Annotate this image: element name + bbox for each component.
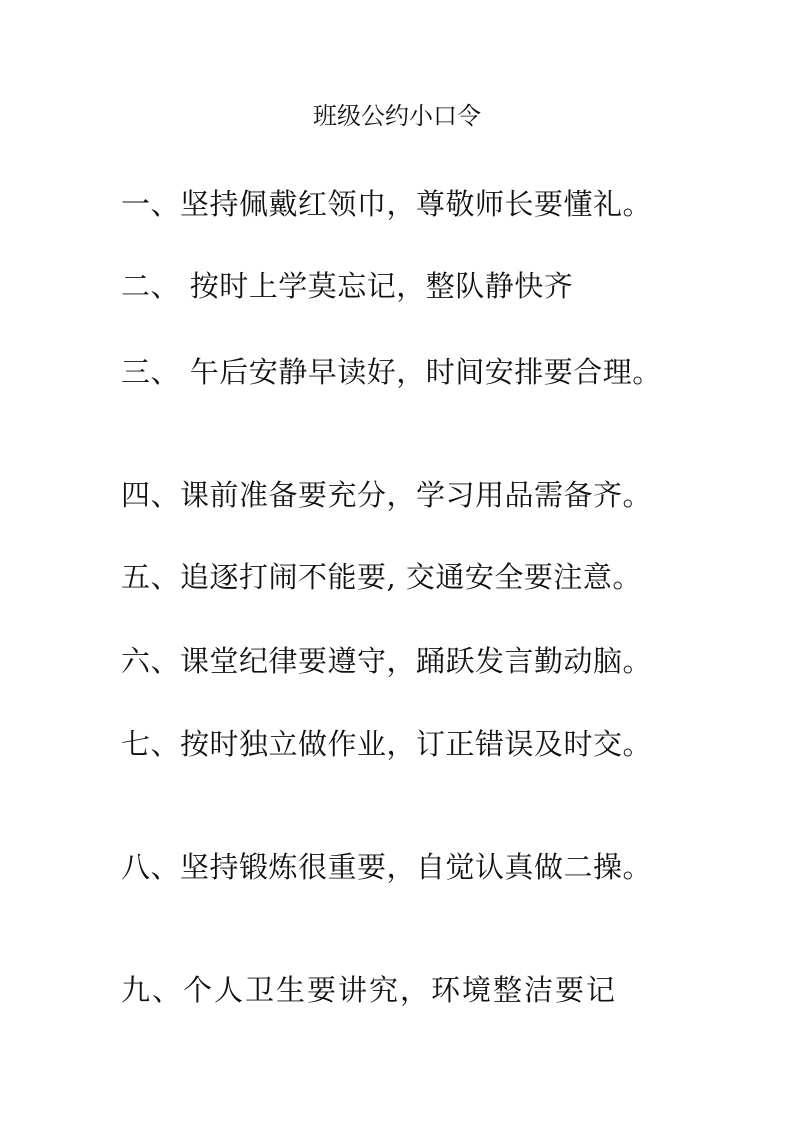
rule-line-2: 二、 按时上学莫忘记，整队静快齐 (121, 269, 574, 303)
rule-line-7: 七、按时独立做作业，订正错误及时交。 (121, 727, 653, 761)
rule-line-1: 一、坚持佩戴红领巾，尊敬师长要懂礼。 (121, 187, 653, 221)
rule-line-8: 八、坚持锻炼很重要，自觉认真做二操。 (121, 850, 653, 884)
rule-line-4: 四、课前准备要充分，学习用品需备齐。 (121, 478, 653, 512)
rule-line-6: 六、课堂纪律要遵守，踊跃发言勤动脑。 (121, 644, 653, 678)
rule-line-9: 九、个人卫生要讲究，环境整洁要记 (121, 973, 618, 1007)
rule-line-3: 三、 午后安静早读好，时间安排要合理。 (121, 355, 662, 389)
document-title: 班级公约小口令 (313, 102, 481, 130)
rule-line-5: 五、追逐打闹不能要, 交通安全要注意。 (121, 560, 642, 594)
